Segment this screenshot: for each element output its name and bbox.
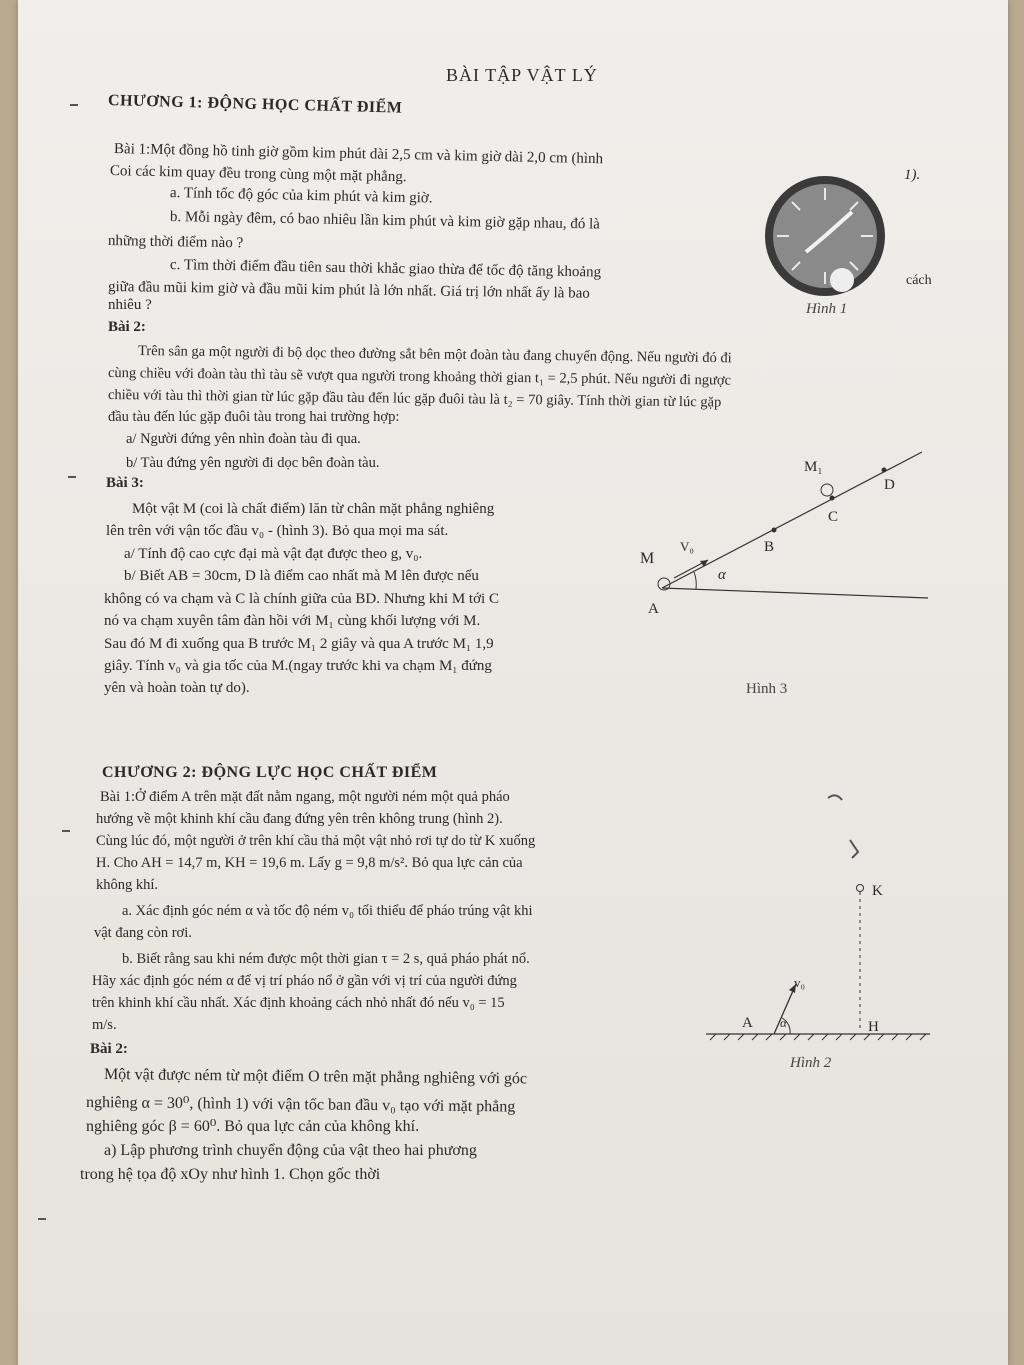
bai3-line6: nó va chạm xuyên tâm đàn hồi với M₁ cùng khối lượng với M. (104, 613, 481, 629)
c2-bai1-b2: Hãy xác định góc ném α để vị trí pháo nổ ở gần với vị trí của người đứng (92, 973, 517, 989)
bai3-line4: b/ Biết AB = 30cm, D là điểm cao nhất mà M lên được nếu (124, 568, 479, 584)
margin-mark (38, 1218, 46, 1220)
fig2-label-A: A (742, 1015, 753, 1031)
c2-bai2-line2: nghiêng α = 30⁰, (hình 1) với vận tốc ban đầu v₀ tạo với mặt phẳng (85, 1094, 516, 1116)
c2-bai1-line3: Cùng lúc đó, một người ở trên khí cầu thả một vật nhỏ rơi tự do từ K xuống (96, 833, 536, 849)
c2-bai1-b1: b. Biết rằng sau khi ném được một thời gian τ = 2 s, quả pháo phát nổ. (122, 951, 530, 967)
bai1-c3: nhiêu ? (108, 297, 152, 313)
bai2-line1: Trên sân ga một người đi bộ dọc theo đường sắt bên một đoàn tàu đang chuyển động. Nếu người đó đi (137, 343, 732, 367)
c2-bai2-line5: trong hệ tọa độ xOy như hình 1. Chọn gốc thời (80, 1166, 381, 1183)
bai2-line2: cùng chiều với đoàn tàu thì tàu sẽ vượt qua người trong khoảng thời gian t₁ = 2,5 phút. Nếu người đi ngược (107, 365, 732, 389)
bai3-line3: a/ Tính độ cao cực đại mà vật đạt được theo g, v₀. (124, 546, 423, 562)
bai2-a: a/ Người đứng yên nhìn đoàn tàu đi qua. (126, 431, 361, 447)
bai2-line3: chiều với tàu thì thời gian từ lúc gặp đầu tàu đến lúc gặp đuôi tàu là t₂ = 70 giây. Tính thời gian từ lúc gặp (107, 387, 722, 411)
c2-bai1-a2: vật đang còn rơi. (94, 925, 192, 941)
point-B (772, 528, 777, 533)
c2-bai1-b4: m/s. (92, 1017, 117, 1033)
bai1-line1: Bài 1:Một đồng hồ tinh giờ gồm kim phút dài 2,5 cm và kim giờ dài 2,0 cm (hình (113, 141, 604, 168)
balloon-sketch-2 (850, 840, 858, 858)
bai1-c1: c. Tìm thời điểm đầu tiên sau thời khắc giao thừa để tốc độ tăng khoảng (169, 257, 602, 281)
bai3-label: Bài 3: (106, 475, 144, 491)
bai1-b1: b. Mỗi ngày đêm, có bao nhiêu lần kim phút và kim giờ gặp nhau, đó là (169, 209, 601, 233)
fig2-label-v0: v₀ (794, 975, 806, 990)
c2-bai2-line1: Một vật được ném từ một điểm O trên mặt phẳng nghiêng với góc (103, 1066, 528, 1088)
alpha-arc (694, 572, 696, 589)
chapter2-heading: CHƯƠNG 2: ĐỘNG LỰC HỌC CHẤT ĐIỂM (102, 764, 438, 781)
bai1-line1-end: 1). (904, 167, 921, 183)
body-M1 (821, 484, 833, 496)
c2-bai2-label: Bài 2: (90, 1041, 128, 1057)
margin-mark (70, 104, 78, 106)
bai2-label: Bài 2: (108, 319, 146, 335)
fig2-label-alpha: α (780, 1015, 787, 1030)
bai1-c1-end: cách (906, 273, 932, 288)
fig3-label-C: C (828, 509, 839, 525)
fig3-label-alpha: α (718, 567, 726, 583)
margin-mark (62, 830, 70, 832)
fig3-label-D: D (884, 477, 895, 493)
incline-figure (640, 450, 940, 620)
c2-bai1-line1: Bài 1:Ở điểm A trên mặt đất nằm ngang, một người ném một quả pháo (100, 789, 510, 805)
page-title: BÀI TẬP VẬT LÝ (446, 65, 598, 85)
figure3-caption: Hình 3 (746, 681, 788, 697)
bai1-a: a. Tính tốc độ góc của kim phút và kim giờ. (169, 185, 433, 207)
fig3-label-v0: V₀ (680, 539, 694, 554)
incline-slope-line (662, 452, 922, 588)
figure1-caption: Hình 1 (806, 301, 848, 317)
fig3-label-M1: M₁ (804, 459, 823, 475)
point-C (830, 496, 835, 501)
bai3-line5: không có va chạm và C là chính giữa của BD. Nhưng khi M tới C (104, 591, 499, 607)
c2-bai1-line2: hướng về một khinh khí cầu đang đứng yên trên không trung (hình 2). (96, 811, 503, 827)
bai3-line7: Sau đó M đi xuống qua B trước M₁ 2 giây và qua A trước M₁ 1,9 (104, 636, 494, 652)
bai3-line8: giây. Tính v₀ và gia tốc của M.(ngay trước khi va chạm M₁ đứng (104, 658, 492, 674)
bai3-line2: lên trên với vận tốc đầu v₀ - (hình 3). Bỏ qua mọi ma sát. (106, 523, 449, 539)
c2-bai1-a1: a. Xác định góc ném α và tốc độ ném v₀ tối thiểu để pháo trúng vật khi (122, 903, 533, 919)
point-D (882, 468, 887, 473)
bai2-line4: đầu tàu đến lúc gặp đuôi tàu trong hai trường hợp: (108, 409, 400, 425)
ground-hatching (710, 1034, 926, 1040)
balloon-sketch (828, 795, 842, 800)
fig2-label-H: H (868, 1019, 879, 1035)
balloon-figure (700, 780, 940, 1050)
point-K (857, 885, 864, 892)
fig3-label-A: A (648, 601, 659, 617)
bai3-line1: Một vật M (coi là chất điểm) lăn từ chân mặt phẳng nghiêng (132, 501, 495, 517)
c2-bai1-line4: H. Cho AH = 14,7 m, KH = 19,6 m. Lấy g = 9,8 m/s². Bỏ qua lực cản của (96, 855, 523, 871)
bai2-b: b/ Tàu đứng yên người đi dọc bên đoàn tàu. (126, 455, 380, 471)
clock-figure (762, 174, 892, 304)
clock-sub-dial (830, 268, 854, 292)
bai1-line2: Coi các kim quay đều trong cùng một mặt phẳng. (109, 163, 407, 186)
incline-base-line (662, 588, 928, 598)
fig2-label-K: K (872, 883, 883, 899)
c2-bai2-line4: a) Lập phương trình chuyển động của vật theo hai phương (104, 1142, 477, 1159)
c2-bai1-line5: không khí. (96, 877, 159, 893)
fig3-label-B: B (764, 539, 775, 555)
bai3-line9: yên và hoàn toàn tự do). (104, 680, 250, 696)
fig3-label-M: M (640, 550, 655, 567)
c2-bai1-b3: trên khinh khí cầu nhất. Xác định khoảng cách nhỏ nhất đó nếu v₀ = 15 (92, 995, 505, 1011)
bai1-b2: những thời điểm nào ? (107, 233, 244, 252)
figure2-caption: Hình 2 (790, 1055, 832, 1071)
chapter1-heading: CHƯƠNG 1: ĐỘNG HỌC CHẤT ĐIỂM (107, 92, 403, 117)
bai1-c2: giữa đầu mũi kim giờ và đầu mũi kim phút là lớn nhất. Giá trị lớn nhất ấy là bao (107, 279, 590, 302)
c2-bai2-line3: nghiêng góc β = 60⁰. Bỏ qua lực cản của không khí. (86, 1118, 420, 1135)
margin-mark (68, 476, 76, 478)
